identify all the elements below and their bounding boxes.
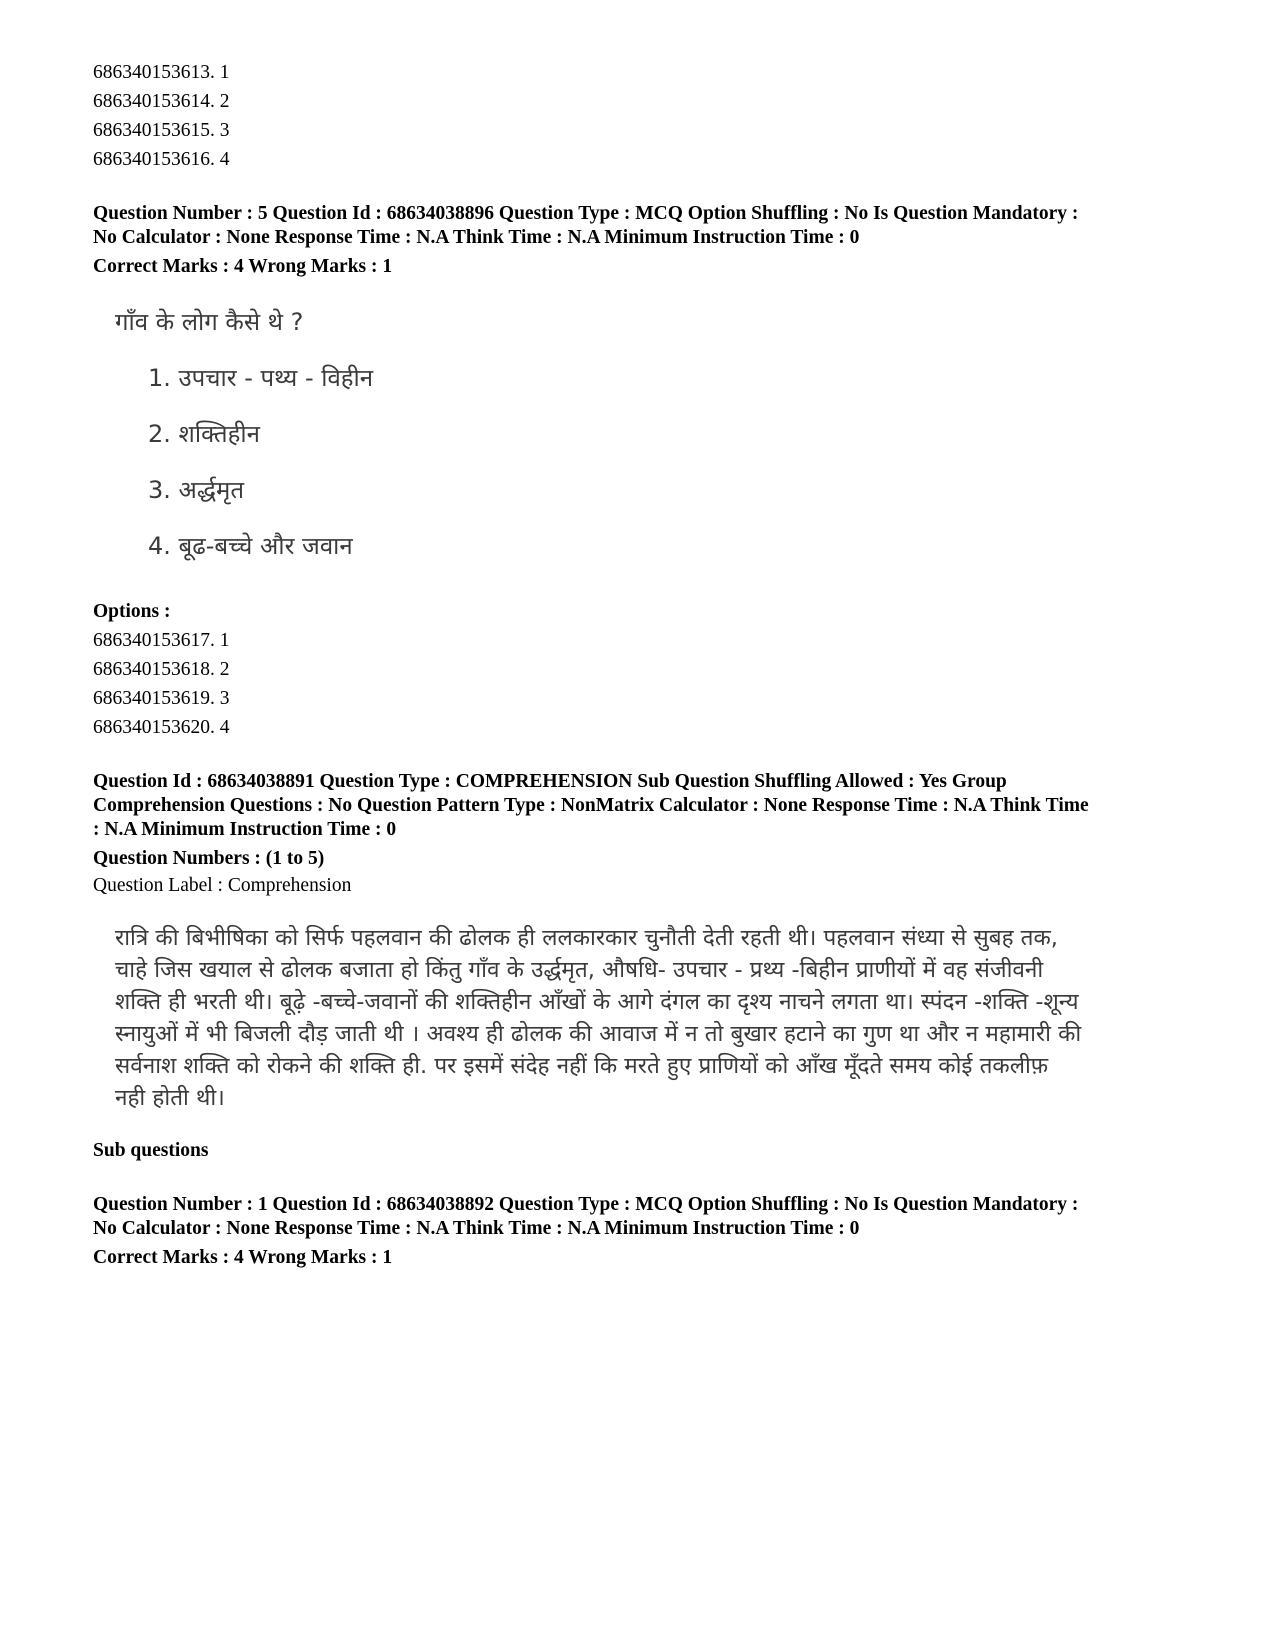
question-meta: : N.A Minimum Instruction Time : 0 [93, 819, 397, 840]
question-meta: Comprehension Questions : No Question Pattern Type : NonMatrix Calculator : None Response Time : N.A Think Time [93, 795, 1089, 816]
comprehension-block [93, 770, 1193, 1165]
question-image [93, 307, 1193, 561]
option-item: 686340153614. 2 [93, 91, 230, 112]
option-item: 686340153615. 3 [93, 120, 230, 141]
passage-line: रात्रि की बिभीषिका को सिर्फ पहलवान की ढोलक ही ललकारकार चुनौती देती रहती थी। पहलवान संध्या से सुबह तक, [115, 925, 1058, 951]
options-list [93, 597, 1193, 742]
passage-line: नही होती थी। [115, 1085, 225, 1111]
question-meta: Question Number : 1 Question Id : 68634038892 Question Type : MCQ Option Shuffling : No Is Question Mandatory : [93, 1194, 1079, 1215]
passage-line: चाहे जिस खयाल से ढोलक बजाता हो किंतु गाँव के उर्द्धमृत, औषधि- उपचार - प्रथ्य -बिहीन प्राणीयों में वह संजीवनी [115, 957, 1044, 983]
question-marks: Correct Marks : 4 Wrong Marks : 1 [93, 256, 393, 277]
passage-line: सर्वनाश शक्ति को रोकने की शक्ति ही. पर इसमें संदेह नहीं कि मरते हुए प्राणियों को आँख मूँदते समय कोई तकलीफ़ [115, 1053, 1049, 1079]
question-choice: 3. अर्द्धमृत [148, 476, 245, 504]
sub-questions-heading: Sub questions [93, 1140, 209, 1161]
document-page [93, 58, 1193, 1270]
passage-line: स्नायुओं में भी बिजली दौड़ जाती थी । अवश्य ही ढोलक की आवाज में न तो बुखार हटाने का गुण था और न महामारी की [115, 1021, 1082, 1047]
option-item: 686340153613. 1 [93, 62, 230, 83]
options-label: Options : [93, 601, 171, 622]
question-meta: Question Number : 5 Question Id : 68634038896 Question Type : MCQ Option Shuffling : No Is Question Mandatory : [93, 203, 1079, 224]
question-numbers: Question Numbers : (1 to 5) [93, 848, 325, 869]
option-item: 686340153618. 2 [93, 659, 230, 680]
question-meta: Question Id : 68634038891 Question Type : COMPREHENSION Sub Question Shuffling Allowed : Yes Group [93, 771, 1007, 792]
option-item: 686340153619. 3 [93, 688, 230, 709]
previous-options-list [93, 58, 1193, 174]
question-5-block [93, 202, 1193, 742]
question-label: Question Label : Comprehension [93, 875, 352, 896]
question-1-block [93, 1193, 1193, 1270]
option-item: 686340153620. 4 [93, 717, 230, 738]
question-choice: 1. उपचार - पथ्य - विहीन [148, 364, 374, 392]
option-item: 686340153616. 4 [93, 149, 230, 170]
question-stem: गाँव के लोग कैसे थे ? [115, 308, 304, 336]
question-meta: No Calculator : None Response Time : N.A Think Time : N.A Minimum Instruction Time : 0 [93, 1218, 860, 1239]
question-marks: Correct Marks : 4 Wrong Marks : 1 [93, 1247, 393, 1268]
option-item: 686340153617. 1 [93, 630, 230, 651]
question-choice: 4. बूढ-बच्चे और जवान [148, 532, 353, 560]
comprehension-passage [115, 922, 1170, 1114]
question-meta: No Calculator : None Response Time : N.A Think Time : N.A Minimum Instruction Time : 0 [93, 227, 860, 248]
passage-line: शक्ति ही भरती थी। बूढ़े -बच्चे-जवानों की शक्तिहीन आँखों के आगे दंगल का दृश्य नाचने लगता था। स्पंदन -शक्ति -शून्य [115, 989, 1079, 1015]
question-choice: 2. शक्तिहीन [148, 420, 260, 448]
